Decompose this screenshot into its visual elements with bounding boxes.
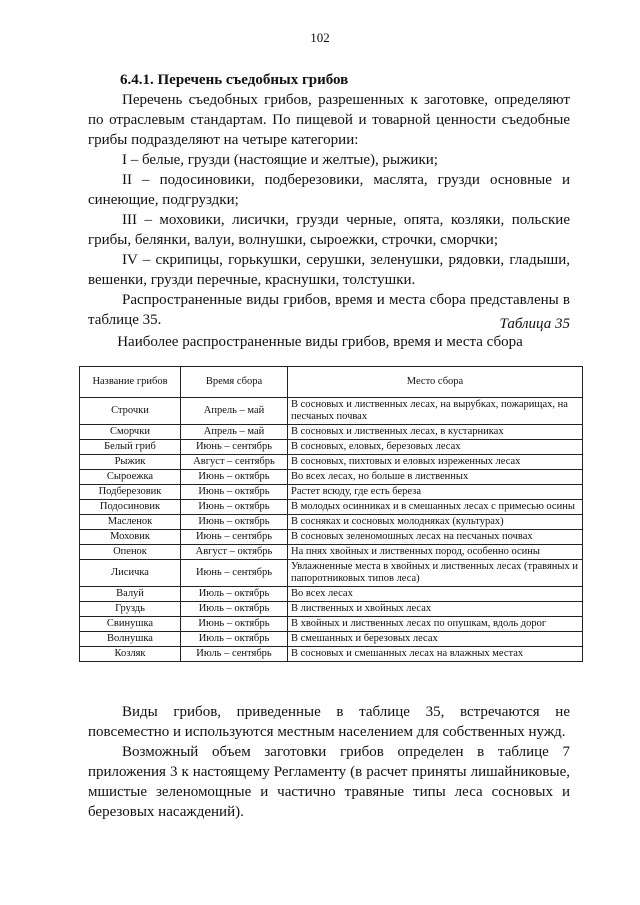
category-4-paragraph: IV – скрипицы, горькушки, серушки, зеленушки, рядовки, гладыши, вешенки, грузди перечные, краснушки, толстушки. (88, 252, 570, 288)
cell-place: В сосняках и сосновых молодняках (культурах) (288, 515, 583, 530)
page-number: 102 (310, 30, 330, 45)
cell-place: Во всех лесах (288, 587, 583, 602)
cell-place: В молодых осинниках и в смешанных лесах с примесью осины (288, 500, 583, 515)
table-row (80, 425, 583, 440)
cell-name: Сыроежка (80, 470, 181, 485)
section-heading: 6.4.1. Перечень съедобных грибов (120, 72, 349, 88)
cell-name: Козляк (80, 647, 181, 662)
cell-name: Валуй (80, 587, 181, 602)
table-row (80, 560, 583, 587)
cell-place: На пнях хвойных и лиственных пород, особенно осины (288, 545, 583, 560)
table-row (80, 587, 583, 602)
table-row (80, 617, 583, 632)
category-1-paragraph: I – белые, грузди (настоящие и желтые), рыжики; (122, 152, 438, 168)
table-header-row (80, 367, 583, 398)
cell-place: В сосновых и лиственных лесах, в кустарниках (288, 425, 583, 440)
table-row (80, 455, 583, 470)
cell-time: Апрель – май (181, 425, 288, 440)
table-row (80, 398, 583, 425)
category-2-paragraph: II – подосиновики, подберезовики, маслята, грузди основные и синеющие, подгруздки; (88, 172, 570, 208)
cell-time: Июнь – октябрь (181, 617, 288, 632)
table-row (80, 530, 583, 545)
cell-time: Июнь – октябрь (181, 500, 288, 515)
cell-time: Август – сентябрь (181, 455, 288, 470)
table-row (80, 602, 583, 617)
table-row (80, 500, 583, 515)
cell-name: Подберезовик (80, 485, 181, 500)
cell-place: В хвойных и лиственных лесах по опушкам, вдоль дорог (288, 617, 583, 632)
table-label: Таблица 35 (499, 316, 570, 332)
cell-time: Июнь – сентябрь (181, 530, 288, 545)
intro-text (88, 90, 570, 330)
cell-place: В сосновых, пихтовых и еловых изреженных лесах (288, 455, 583, 470)
cell-place: В смешанных и березовых лесах (288, 632, 583, 647)
cell-name: Рыжик (80, 455, 181, 470)
cell-time: Июнь – сентябрь (181, 560, 288, 587)
cell-time: Август – октябрь (181, 545, 288, 560)
table-row (80, 647, 583, 662)
cell-place: В сосновых зеленомошных лесах на песчаных почвах (288, 530, 583, 545)
outro-text (88, 702, 570, 822)
cell-place: Увлажненные места в хвойных и лиственных лесах (травяных и папоротниковых типов леса) (288, 560, 583, 587)
cell-time: Апрель – май (181, 398, 288, 425)
usage-paragraph: Виды грибов, приведенные в таблице 35, встречаются не повсеместно и используются местным населением для собственных нужд. (88, 704, 570, 740)
cell-place: Растет всюду, где есть береза (288, 485, 583, 500)
cell-name: Опенок (80, 545, 181, 560)
cell-name: Свинушка (80, 617, 181, 632)
cell-time: Июнь – октябрь (181, 470, 288, 485)
cell-name: Строчки (80, 398, 181, 425)
table-reference-paragraph: Распространенные виды грибов, время и места сбора представлены в таблице 35. (88, 292, 570, 328)
cell-time: Июль – октябрь (181, 632, 288, 647)
header-name: Название грибов (80, 367, 181, 398)
cell-time: Июль – сентябрь (181, 647, 288, 662)
cell-name: Белый гриб (80, 440, 181, 455)
cell-name: Масленок (80, 515, 181, 530)
cell-name: Лисичка (80, 560, 181, 587)
cell-place: В сосновых и смешанных лесах на влажных местах (288, 647, 583, 662)
header-place: Место сбора (288, 367, 583, 398)
cell-time: Июнь – сентябрь (181, 440, 288, 455)
cell-time: Июнь – октябрь (181, 515, 288, 530)
table-row (80, 632, 583, 647)
cell-name: Сморчки (80, 425, 181, 440)
table-row (80, 545, 583, 560)
table-row (80, 440, 583, 455)
intro-paragraph: Перечень съедобных грибов, разрешенных к заготовке, определяют по отраслевым стандартам. По пищевой и товарной ценности съедобные грибы подразделяют на четыре категории: (88, 92, 570, 148)
cell-time: Июль – октябрь (181, 587, 288, 602)
cell-place: В сосновых, еловых, березовых лесах (288, 440, 583, 455)
cell-name: Груздь (80, 602, 181, 617)
cell-place: В сосновых и лиственных лесах, на вырубках, пожарищах, на песчаных почвах (288, 398, 583, 425)
table-row (80, 470, 583, 485)
header-time: Время сбора (181, 367, 288, 398)
mushroom-table (79, 366, 583, 662)
cell-time: Июль – октябрь (181, 602, 288, 617)
table-row (80, 485, 583, 500)
volume-paragraph: Возможный объем заготовки грибов определен в таблице 7 приложения 3 к настоящему Регламенту (в расчет приняты лишайниковые, мшистые зеленомощные и частично травяные типы леса сосновых и березовых насаждений). (88, 744, 570, 820)
cell-name: Моховик (80, 530, 181, 545)
table-row (80, 515, 583, 530)
category-3-paragraph: III – моховики, лисички, грузди черные, опята, козляки, польские грибы, белянки, валуи, волнушки, сыроежки, строчки, сморчки; (88, 212, 570, 248)
cell-time: Июнь – октябрь (181, 485, 288, 500)
cell-name: Волнушка (80, 632, 181, 647)
cell-name: Подосиновик (80, 500, 181, 515)
table-title: Наиболее распространенные виды грибов, время и места сбора (117, 334, 523, 350)
cell-place: В лиственных и хвойных лесах (288, 602, 583, 617)
cell-place: Во всех лесах, но больше в лиственных (288, 470, 583, 485)
